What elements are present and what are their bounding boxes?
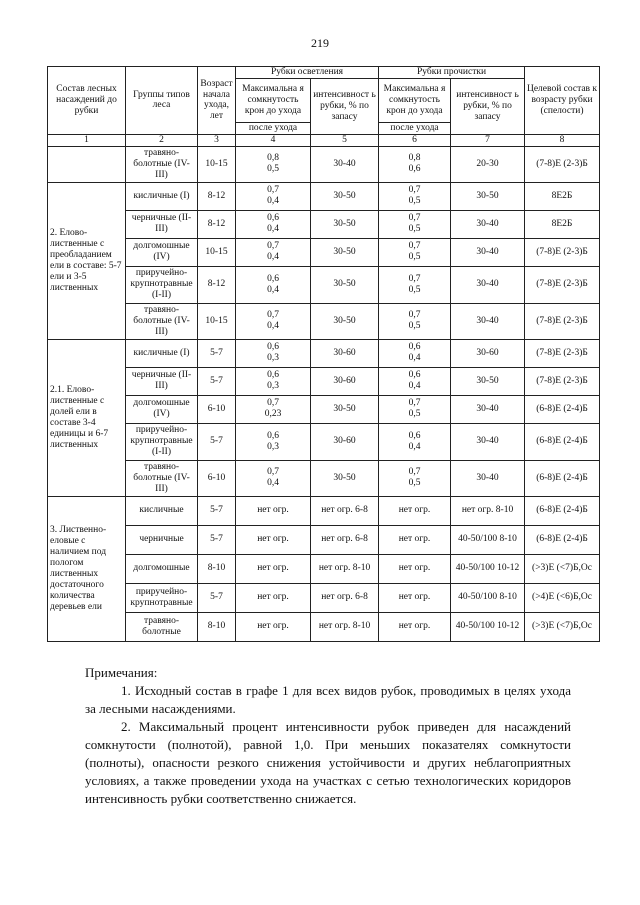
age-cell: 10-15 [198,238,236,266]
notes [85,664,571,808]
closeness-cell [379,423,451,460]
before-value: 0,6 [408,370,421,381]
table-row [48,238,600,266]
before-value: 0,7 [408,398,421,409]
closeness-cell [379,339,451,367]
intensity-cell: 30-40 [451,210,525,238]
before-value: 0,7 [408,273,421,284]
intensity-cell: нет огр. 8-10 [311,554,379,583]
forest-group-cell: кисличные [126,496,198,525]
note-2: 2. Максимальный процент интенсивности рубок приведен для насаждений сомкнутости (полнотой), равной 1,0. При меньших показателях сомкнутости (полноты), опасности резкого снижения устойчивости и других неблагоприятных условиях, а также проведении ухода на участках с сетью технологических коридоров интенсивность рубки соответственно снижается. [85,719,571,806]
column-number: 3 [198,134,236,146]
table-row [48,496,600,525]
target-cell: (>4)Е (<6)Б,Ос [525,583,600,612]
header-max-closeness: Максимальна я сомкнутость крон до ухода [236,78,311,122]
table-row [48,423,600,460]
target-cell: (7-8)Е (2-3)Б [525,146,600,182]
table-row [48,182,600,210]
closeness-cell [379,210,451,238]
after-value: 0,4 [267,252,279,263]
age-cell: 5-7 [198,367,236,395]
before-value: 0,8 [408,153,421,164]
before-value: 0,7 [408,241,421,252]
target-cell: (6-8)Е (2-4)Б [525,525,600,554]
age-cell: 8-12 [198,210,236,238]
closeness-cell [379,460,451,496]
intensity-cell: 30-40 [451,423,525,460]
after-value: 0,5 [408,196,421,207]
header-composition: Состав лесных насаждений до рубки [48,67,126,135]
age-cell: 10-15 [198,303,236,339]
forest-group-cell: черничные (II-III) [126,210,198,238]
intensity-cell: 30-50 [311,238,379,266]
forest-group-cell: травяно-болотные (IV-III) [126,303,198,339]
table-row [48,146,600,182]
header-intensity: интенсивност ь рубки, % по запасу [451,78,525,134]
table-row [48,583,600,612]
target-cell: (>3)Е (<7)Б,Ос [525,554,600,583]
page-number: 219 [311,36,329,50]
age-cell: 5-7 [198,496,236,525]
before-value: 0,6 [408,430,421,441]
header-groups: Группы типов леса [126,67,198,135]
forest-group-cell: приручейно-крупнотравные (I-II) [126,266,198,303]
closeness-cell [379,303,451,339]
closeness-cell [379,266,451,303]
after-value: 0,5 [408,478,421,489]
header-after: после ухода [236,122,311,134]
after-value: 0,3 [267,353,279,364]
before-value: 0,6 [267,430,279,441]
intensity-cell: нет огр. 6-8 [311,583,379,612]
target-cell: (6-8)Е (2-4)Б [525,395,600,423]
header-target: Целевой состав к возрасту рубки (спелости) [525,67,600,135]
intensity-cell: 30-50 [311,182,379,210]
after-value: 0,5 [408,284,421,295]
intensity-cell: 30-40 [311,146,379,182]
closeness-cell: нет огр. [236,612,311,641]
before-value: 0,7 [408,467,421,478]
closeness-cell [236,339,311,367]
closeness-cell [236,182,311,210]
intensity-cell: нет огр. 8-10 [311,612,379,641]
table-row [48,395,600,423]
closeness-cell [236,423,311,460]
before-value: 0,7 [267,467,279,478]
age-cell: 5-7 [198,525,236,554]
target-cell: (7-8)Е (2-3)Б [525,238,600,266]
table-row [48,554,600,583]
closeness-cell: нет огр. [379,554,451,583]
before-value: 0,6 [408,342,421,353]
forest-group-cell: приручейно-крупнотравные [126,583,198,612]
after-value: 0,5 [408,409,421,420]
table-row [48,210,600,238]
table-row [48,303,600,339]
age-cell: 8-10 [198,554,236,583]
column-number: 5 [311,134,379,146]
header-cleaning: Рубки прочистки [379,67,525,79]
closeness-cell: нет огр. [236,496,311,525]
section-label: 3. Лиственно-еловые с наличием под пологом лиственных достаточного количества деревьев ели [48,496,126,641]
forest-group-cell: черничные (II-III) [126,367,198,395]
after-value: 0,4 [408,381,421,392]
intensity-cell: 30-60 [311,367,379,395]
intensity-cell: 30-60 [451,339,525,367]
header-after: после ухода [379,122,451,134]
after-value: 0,3 [267,381,279,392]
after-value: 0,4 [267,196,279,207]
before-value: 0,7 [267,398,279,409]
header-age: Возраст начала ухода, лет [198,67,236,135]
section-label-empty [48,146,126,182]
after-value: 0,6 [408,164,421,175]
target-cell: (>3)Е (<7)Б,Ос [525,612,600,641]
after-value: 0,3 [267,441,279,452]
after-value: 0,5 [267,164,279,175]
target-cell: (6-8)Е (2-4)Б [525,496,600,525]
after-value: 0,5 [408,252,421,263]
closeness-cell [236,367,311,395]
target-cell: (7-8)Е (2-3)Б [525,367,600,395]
note-1: 1. Исходный состав в графе 1 для всех видов рубок, проводимых в целях ухода за лесными насаждениями. [85,683,571,716]
before-value: 0,7 [408,185,421,196]
intensity-cell: нет огр. 8-10 [451,496,525,525]
section-label: 2. Елово-лиственные с преобладанием ели в составе: 5-7 ели и 3-5 лиственных [48,182,126,339]
after-value: 0,4 [267,321,279,332]
header-thinning: Рубки осветления [236,67,379,79]
forest-group-cell: травяно-болотные (IV-III) [126,146,198,182]
column-number: 1 [48,134,126,146]
intensity-cell: 30-50 [311,210,379,238]
forest-group-cell: травяно-болотные (IV-III) [126,460,198,496]
closeness-cell [236,303,311,339]
closeness-cell [379,395,451,423]
after-value: 0,4 [408,353,421,364]
closeness-cell [236,266,311,303]
closeness-cell: нет огр. [379,525,451,554]
before-value: 0,6 [267,273,279,284]
column-number: 4 [236,134,311,146]
closeness-cell: нет огр. [236,525,311,554]
header-max-closeness: Максимальна я сомкнутость крон до ухода [379,78,451,122]
target-cell: (7-8)Е (2-3)Б [525,266,600,303]
intensity-cell: 30-50 [451,367,525,395]
target-cell: 8Е2Б [525,210,600,238]
closeness-cell [236,146,311,182]
closeness-cell [379,238,451,266]
intensity-cell: нет огр. 6-8 [311,496,379,525]
after-value: 0,5 [408,321,421,332]
after-value: 0,4 [267,224,279,235]
age-cell: 5-7 [198,583,236,612]
intensity-cell: 30-40 [451,395,525,423]
table-row [48,367,600,395]
closeness-cell: нет огр. [379,496,451,525]
header-intensity: интенсивност ь рубки, % по запасу [311,78,379,134]
forest-group-cell: черничные [126,525,198,554]
closeness-cell [379,367,451,395]
intensity-cell: 30-50 [311,266,379,303]
before-value: 0,7 [267,185,279,196]
column-number: 2 [126,134,198,146]
before-value: 0,7 [408,213,421,224]
table-row [48,339,600,367]
forest-care-table [47,66,600,642]
column-number: 6 [379,134,451,146]
after-value: 0,4 [267,478,279,489]
age-cell: 6-10 [198,460,236,496]
intensity-cell: 40-50/100 10-12 [451,554,525,583]
intensity-cell: нет огр. 6-8 [311,525,379,554]
before-value: 0,7 [267,310,279,321]
forest-group-cell: долгомошные (IV) [126,238,198,266]
before-value: 0,6 [267,213,279,224]
table-row [48,525,600,554]
after-value: 0,5 [408,224,421,235]
forest-group-cell: долгомошные (IV) [126,395,198,423]
forest-group-cell: кисличные (I) [126,339,198,367]
before-value: 0,7 [408,310,421,321]
closeness-cell [236,460,311,496]
age-cell: 5-7 [198,339,236,367]
forest-group-cell: травяно-болотные [126,612,198,641]
after-value: 0,23 [264,409,282,420]
closeness-cell [236,395,311,423]
forest-group-cell: кисличные (I) [126,182,198,210]
closeness-cell [236,210,311,238]
intensity-cell: 20-30 [451,146,525,182]
intensity-cell: 30-50 [451,182,525,210]
table-row [48,612,600,641]
intensity-cell: 30-50 [311,395,379,423]
age-cell: 8-10 [198,612,236,641]
age-cell: 6-10 [198,395,236,423]
intensity-cell: 30-40 [451,303,525,339]
age-cell: 5-7 [198,423,236,460]
table-row [48,460,600,496]
forest-group-cell: приручейно-крупнотравные (I-II) [126,423,198,460]
intensity-cell: 30-40 [451,238,525,266]
closeness-cell: нет огр. [236,554,311,583]
after-value: 0,4 [408,441,421,452]
table-row [48,266,600,303]
after-value: 0,4 [267,284,279,295]
intensity-cell: 30-60 [311,423,379,460]
target-cell: (6-8)Е (2-4)Б [525,460,600,496]
target-cell: (7-8)Е (2-3)Б [525,303,600,339]
before-value: 0,6 [267,370,279,381]
before-value: 0,6 [267,342,279,353]
section-label: 2.1. Елово-лиственные с долей ели в составе 3-4 единицы и 6-7 лиственных [48,339,126,496]
intensity-cell: 30-50 [311,460,379,496]
notes-title: Примечания: [85,665,158,680]
intensity-cell: 30-60 [311,339,379,367]
column-number: 7 [451,134,525,146]
intensity-cell: 40-50/100 8-10 [451,525,525,554]
closeness-cell: нет огр. [236,583,311,612]
intensity-cell: 40-50/100 10-12 [451,612,525,641]
column-number: 8 [525,134,600,146]
intensity-cell: 30-40 [451,266,525,303]
age-cell: 8-12 [198,266,236,303]
intensity-cell: 30-50 [311,303,379,339]
closeness-cell [379,146,451,182]
age-cell: 8-12 [198,182,236,210]
before-value: 0,7 [267,241,279,252]
intensity-cell: 30-40 [451,460,525,496]
age-cell: 10-15 [198,146,236,182]
closeness-cell [236,238,311,266]
target-cell: (6-8)Е (2-4)Б [525,423,600,460]
closeness-cell: нет огр. [379,583,451,612]
intensity-cell: 40-50/100 8-10 [451,583,525,612]
target-cell: (7-8)Е (2-3)Б [525,339,600,367]
before-value: 0,8 [267,153,279,164]
target-cell: 8Е2Б [525,182,600,210]
closeness-cell: нет огр. [379,612,451,641]
forest-group-cell: долгомошные [126,554,198,583]
closeness-cell [379,182,451,210]
